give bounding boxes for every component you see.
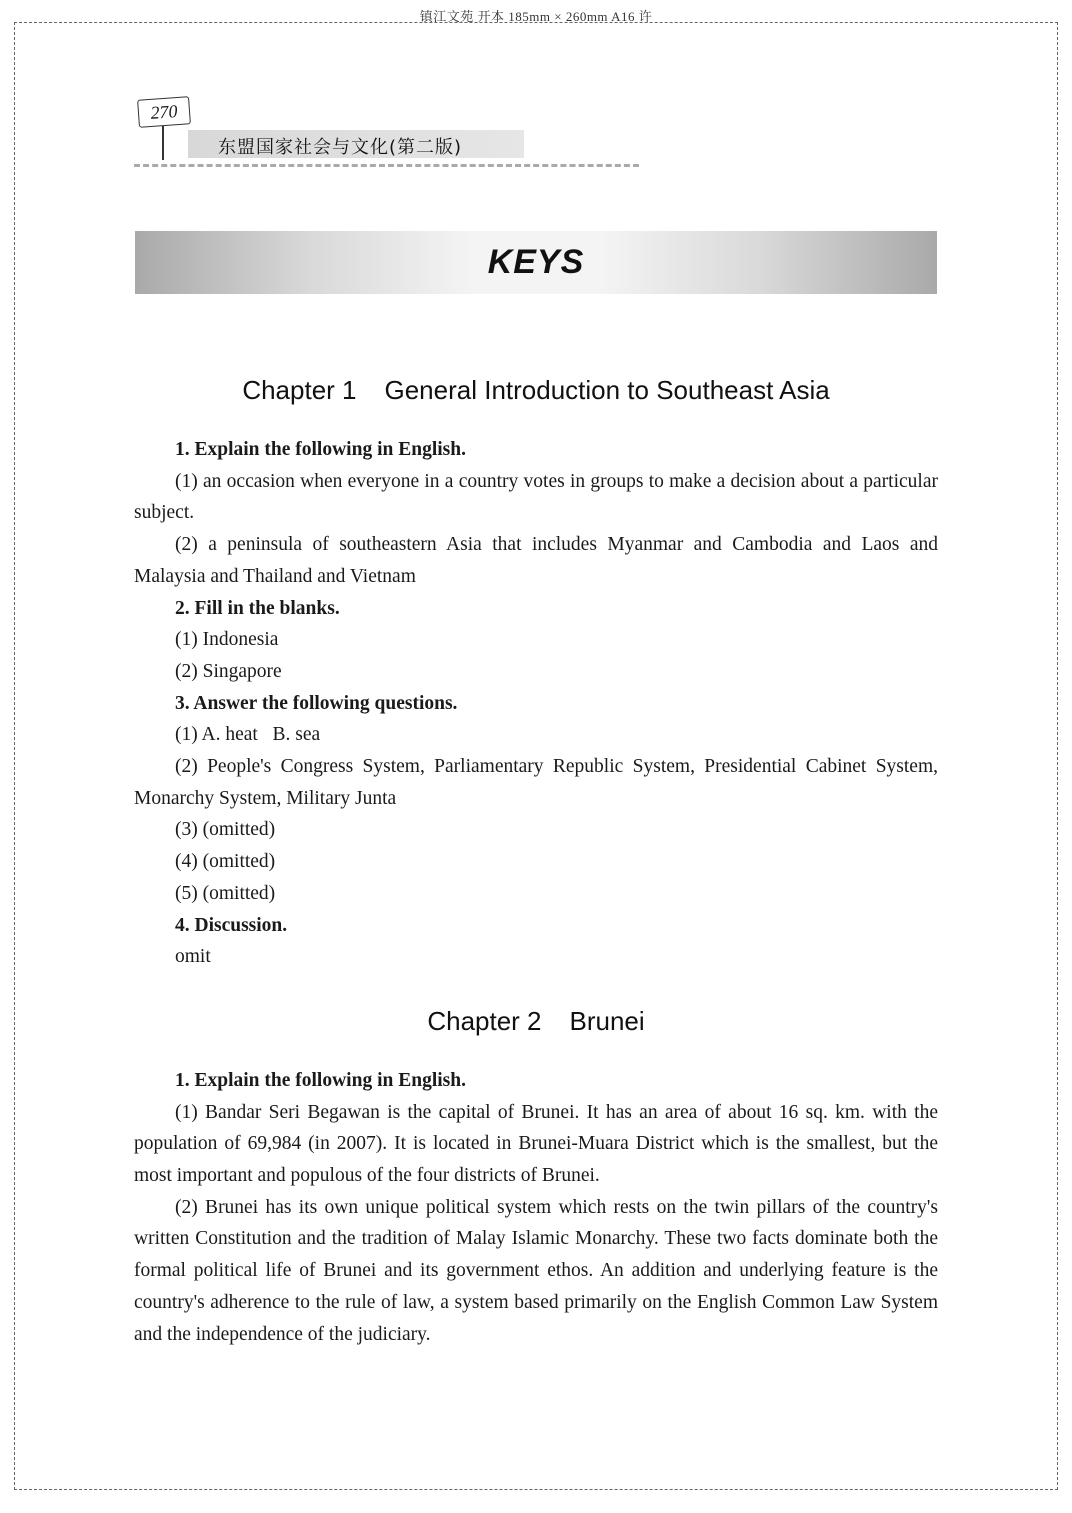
- answer-content: [134, 370, 938, 1350]
- chapter-heading: [134, 370, 938, 410]
- chapter-title: Brunei: [569, 1005, 645, 1036]
- chapter-heading: [134, 1001, 938, 1041]
- keys-banner: [135, 231, 937, 294]
- signpost-pole: [162, 124, 164, 160]
- page-number: 270: [137, 96, 191, 128]
- keys-title: KEYS: [487, 243, 585, 281]
- answer-item: (1) A. heat B. sea: [175, 724, 321, 746]
- answer-item: (2) Singapore: [175, 660, 282, 682]
- running-header: [134, 92, 639, 170]
- question-heading: 1. Explain the following in English.: [175, 439, 466, 460]
- chapter-number: Chapter 2: [427, 1005, 542, 1036]
- question-heading: 1. Explain the following in English.: [175, 1069, 466, 1091]
- chapter-number: Chapter 1: [242, 375, 357, 405]
- question-heading: 3. Answer the following questions.: [175, 692, 458, 714]
- answer-item: (2) a peninsula of southeastern Asia that includes Myanmar and Cambodia and Laos and Malaysia and Thailand and Vietnam: [134, 534, 938, 587]
- answer-item: (4) (omitted): [175, 851, 276, 873]
- answer-item: (2) Brunei has its own unique political system which rests on the twin pillars of the country's written Constitution and the tradition of Malay Islamic Monarchy. These two facts dominate both the formal political life of Brunei and its government ethos. An addition and underlying feature is the country's adherence to the rule of law, a system based primarily on the English Common Law System and the independence of the judiciary.: [134, 1196, 938, 1345]
- answer-item: (2) People's Congress System, Parliamentary Republic System, Presidential Cabinet System, Monarchy System, Military Junta: [134, 756, 938, 809]
- printer-mark: 镇江文苑 开本 185mm × 260mm A16 许: [419, 9, 653, 24]
- header-divider: [134, 164, 639, 167]
- answer-item: omit: [175, 946, 211, 968]
- answer-item: (5) (omitted): [175, 882, 276, 904]
- answer-item: (1) Indonesia: [175, 629, 279, 651]
- question-heading: 4. Discussion.: [175, 914, 288, 936]
- question-heading: 2. Fill in the blanks.: [175, 597, 340, 619]
- answer-item: (3) (omitted): [175, 819, 276, 841]
- book-title: 东盟国家社会与文化(第二版): [218, 137, 463, 158]
- answer-item: (1) Bandar Seri Begawan is the capital of Brunei. It has an area of about 16 sq. km. with the population of 69,984 (in 2007). It is located in Brunei-Muara District which is the smallest, but the most important and populous of the four districts of Brunei.: [134, 1101, 938, 1187]
- chapter-title: General Introduction to Southeast Asia: [384, 375, 830, 405]
- answer-item: (1) an occasion when everyone in a country votes in groups to make a decision about a particular subject.: [134, 470, 938, 524]
